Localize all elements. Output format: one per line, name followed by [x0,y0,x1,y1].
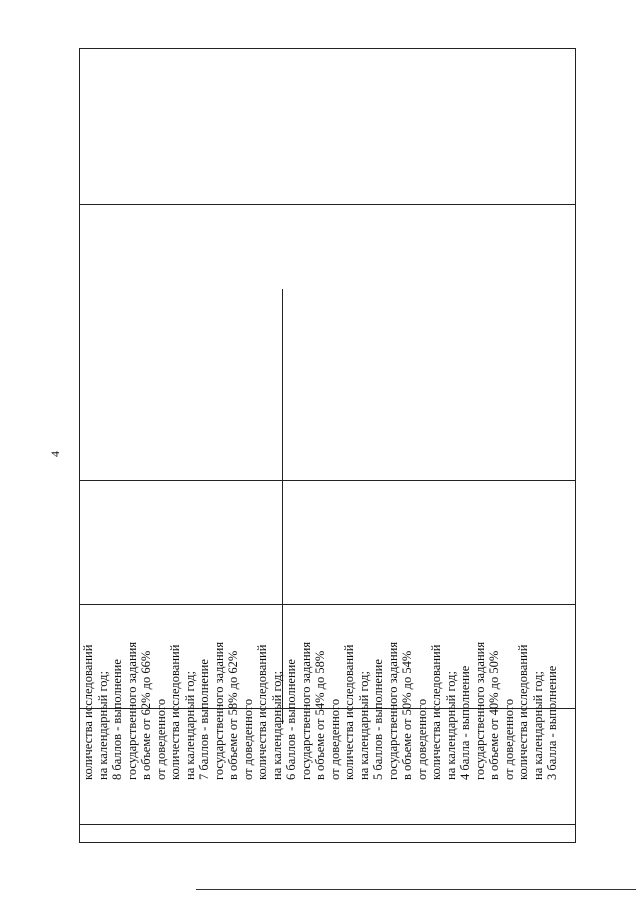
criteria-line: государственного задания [472,641,487,780]
criteria-line: в объеме от 40% до 50% [487,650,501,780]
criteria-line: 3 балла - выполнение [545,665,559,780]
criteria-line: в объеме от 50% до 54% [400,650,414,780]
criteria-line: от доведенного [327,698,342,780]
criteria-line: от доведенного [414,698,429,780]
criteria-line: на календарный год; [443,671,458,780]
criteria-line: на календарный год; [530,671,545,780]
criteria-line: от доведенного [240,698,255,780]
criteria-line: количества исследований [429,644,443,780]
page-bottom-rule [196,889,636,890]
criteria-cell [81,288,559,782]
criteria-line: количества исследований [81,644,95,780]
criteria-line: в объеме от 54% до 58% [313,650,327,780]
criteria-line: на календарный год; [269,671,284,780]
criteria-line: 4 балла - выполнение [458,665,472,780]
criteria-line: количества исследований [255,644,269,780]
criteria-line: государственного задания [124,641,139,780]
criteria-line: на календарный год; [182,671,197,780]
criteria-line: 7 баллов - выполнение [197,659,211,780]
table-row-divider [80,204,575,205]
criteria-line: государственного задания [385,641,400,780]
criteria-line: от доведенного [153,698,168,780]
criteria-line: на календарный год; [356,671,371,780]
page-number [48,448,62,460]
criteria-line: в объеме от 58% до 62% [226,650,240,780]
criteria-line: 6 баллов - выполнение [284,659,298,780]
page-number-text: 4 [48,451,62,457]
criteria-text-block [81,288,559,782]
criteria-line: количества исследований [342,644,356,780]
criteria-line: на календарный год; [95,671,110,780]
table-row-divider [80,824,575,825]
criteria-line: государственного задания [298,641,313,780]
criteria-line: количества исследований [168,644,182,780]
criteria-line: 5 баллов - выполнение [371,659,385,780]
criteria-line: государственного задания [211,641,226,780]
criteria-line: от доведенного [501,698,516,780]
criteria-line: в объеме от 62% до 66% [139,650,153,780]
criteria-line: количества исследований [516,644,530,780]
criteria-line: 8 баллов - выполнение [110,659,124,780]
